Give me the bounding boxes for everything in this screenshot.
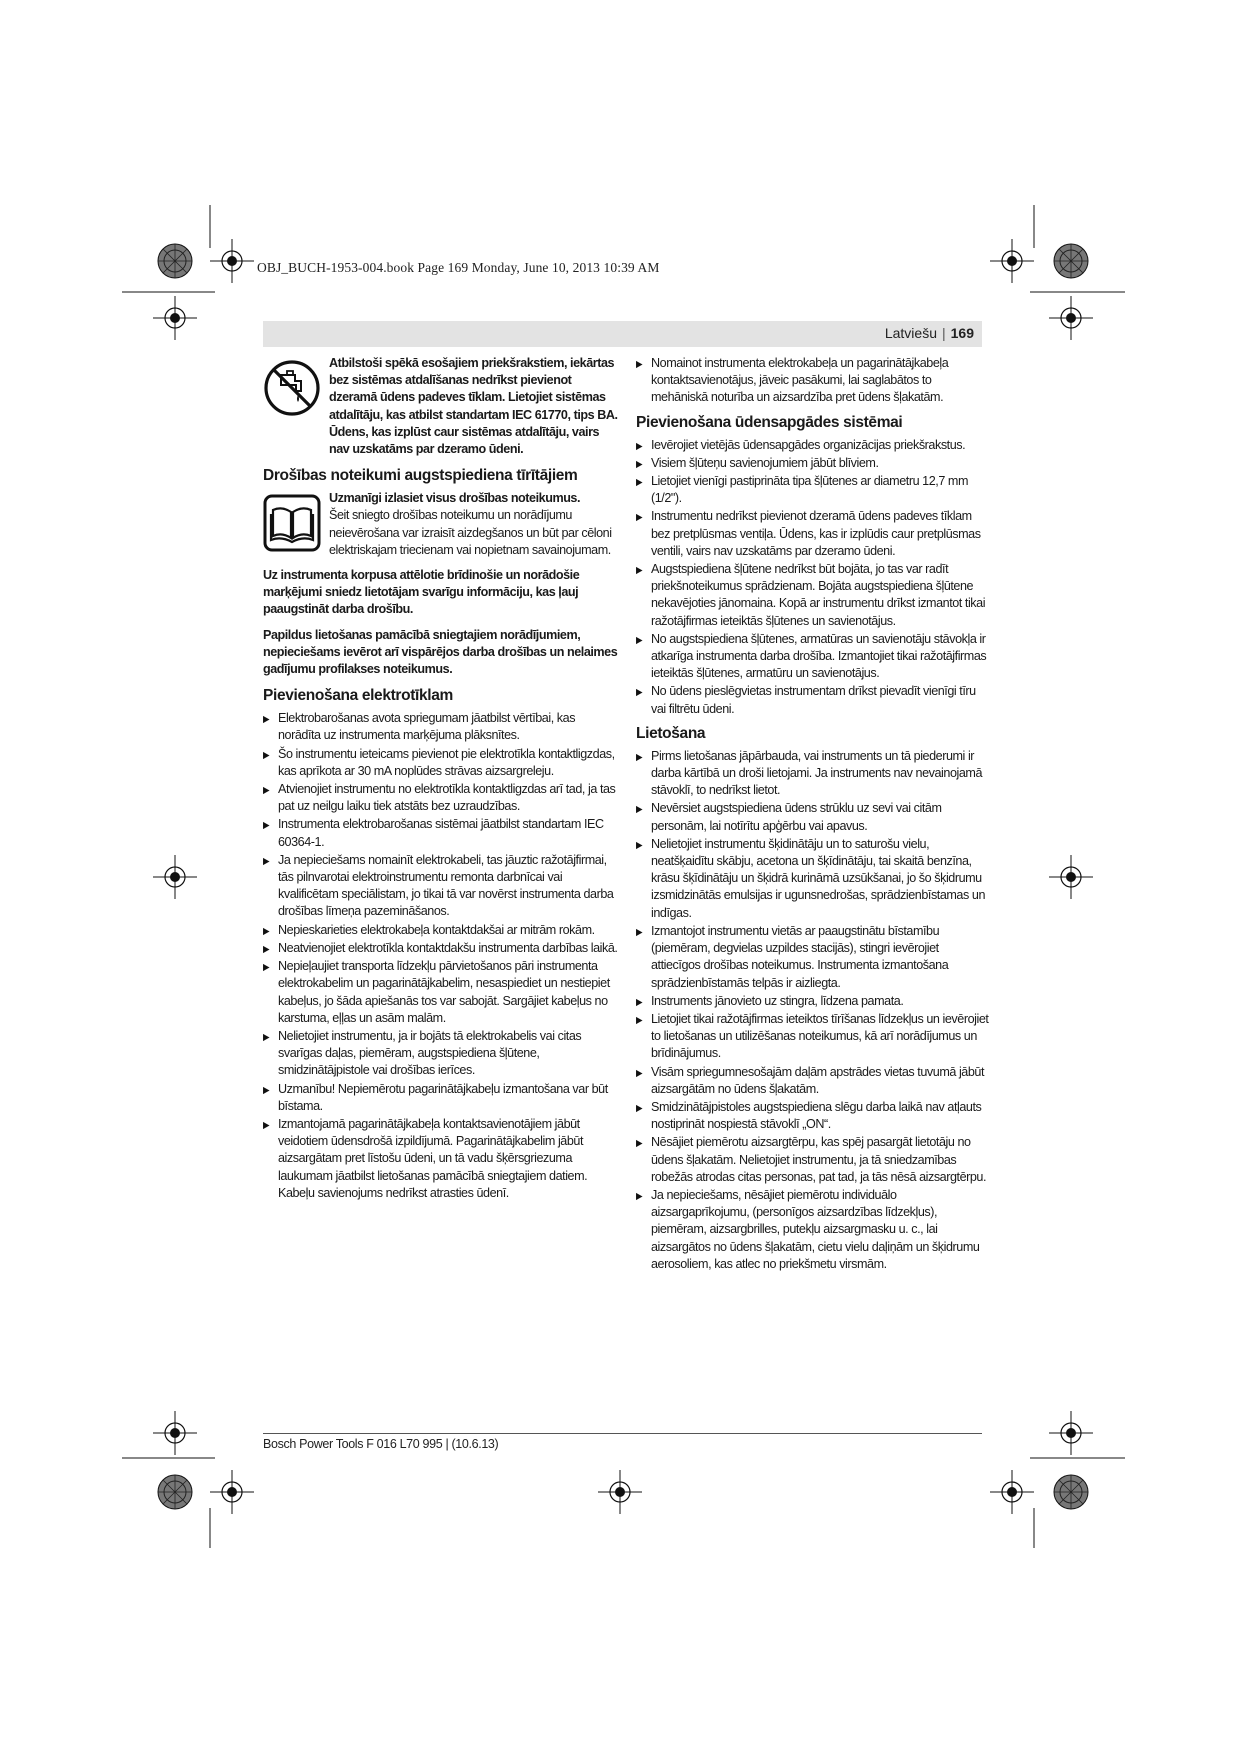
footer-rule	[263, 1433, 982, 1434]
read-manual-bold: Uzmanīgi izlasiet visus drošības noteikumus.	[329, 491, 581, 506]
general-safety-paragraph: Papildus lietošanas pamācībā sniegtajiem norādījumiem, nepieciešams ievērot arī vispārējos darba drošības un nelaimes gadījumu profilakses noteikumus.	[263, 627, 618, 677]
list-item: ▶ Nēsājiet piemērotu aizsargtērpu, kas spēj pasargāt lietotāju no ūdens šļakatām. Nelietojiet instrumentu, ja tā sniedzamības robežās atrodas citas personas, pat tad, ja tās nēsā aizsargtērpu.	[636, 1134, 991, 1186]
list-item: ▶ Smidzinātājpistoles augstspiediena slēgu darba laikā nav atļauts nostiprināt nospiestā stāvoklī „ON“.	[636, 1099, 991, 1133]
page-header	[263, 321, 982, 347]
list-item: ▶ Augstspiediena šļūtene nedrīkst būt bojāta, jo tas var radīt priekšnoteikumus sprādzienam. Bojāta augstspiediena šļūtene nekavējoties jānomaina. Kopā ar instrumentu drīkst izmantot tikai ražotājfirmas ieteiktās šļūtenes un savienotājus.	[636, 561, 991, 630]
water-list	[636, 437, 991, 718]
header-language: Latviešu	[884, 325, 937, 341]
electric-list	[263, 710, 618, 1202]
header-separator: |	[942, 325, 946, 341]
header-text	[885, 325, 974, 341]
read-manual-text	[329, 490, 618, 559]
no-drinking-water-warning	[263, 355, 618, 458]
list-item: ▶ No augstspiediena šļūtenes, armatūras un savienotāju stāvokļa ir atkarīga instrumenta darba drošība. Izmantojiet tikai ražotājfirmas ieteiktās šļūtenes, armatūru un savienotājus.	[636, 631, 991, 683]
usage-heading: Lietošana	[636, 724, 706, 742]
page-footer: Bosch Power Tools F 016 L70 995 | (10.6.13)	[263, 1437, 499, 1451]
page-number: 169	[950, 325, 974, 341]
list-item: ▶ Uzmanību! Nepiemērotu pagarinātājkabeļu izmantošana var būt bīstama.	[263, 1081, 618, 1115]
list-item: ▶ Instrumenta elektrobarošanas sistēmai jāatbilst standartam IEC 60364-1.	[263, 816, 618, 850]
list-item: ▶ Lietojiet tikai ražotājfirmas ieteiktos tīrīšanas līdzekļus un ievērojiet to lietošanas un utilizēšanas noteikumus, kā arī norādījumus un brīdinājumus.	[636, 1011, 991, 1063]
read-manual-icon	[263, 494, 321, 552]
no-drinking-water-icon	[263, 359, 321, 417]
connector-list	[636, 355, 991, 407]
safety-heading: Drošības noteikumi augstspiediena tīrītājiem	[263, 467, 578, 485]
list-item: ▶ Visām spriegumnesošajām daļām apstrādes vietas tuvumā jābūt aizsargātām no ūdens šļakatām.	[636, 1064, 991, 1098]
list-item: ▶ Lietojiet vienīgi pastiprināta tipa šļūtenes ar diametru 12,7 mm (1/2").	[636, 473, 991, 507]
list-item: ▶ Nepieskarieties elektrokabeļa kontaktdakšai ar mitrām rokām.	[263, 922, 618, 939]
list-item: ▶ Nelietojiet instrumentu, ja ir bojāts tā elektrokabelis vai citas svarīgas daļas, piemēram, augstspiediena šļūtene, smidzinātājpistole vai drošības ierīces.	[263, 1028, 618, 1080]
warning-labels-paragraph: Uz instrumenta korpusa attēlotie brīdinošie un norādošie marķējumi sniedz lietotājam svarīgu informāciju, kas ļauj paaugstināt darba drošību.	[263, 568, 580, 617]
list-item: ▶ Elektrobarošanas avota spriegumam jāatbilst vērtībai, kas norādīta uz instrumenta marķējuma plāksnītes.	[263, 710, 618, 744]
left-column	[263, 355, 618, 1208]
list-item: ▶ Instrumentu nedrīkst pievienot dzeramā ūdens padeves tīklam bez pretplūsmas ventiļa. Ūdens, kas ir izplūdis caur pretplūsmas ventili, vairs nav uzskatāms par dzeramo ūdeni.	[636, 508, 991, 560]
read-manual-body: Šeit sniegto drošības noteikumu un norādījumu neievērošana var izraisīt aizdegšanos un būt par cēloni elektriskajam triecienam vai nopietnam savainojumam.	[329, 508, 612, 557]
usage-list	[636, 748, 991, 1273]
list-item: ▶ Ja nepieciešams, nēsājiet piemērotu individuālo aizsargaprīkojumu, (personīgos aizsardzības līdzekļus), piemēram, aizsargbrilles, putekļu aizsargmasku u. c., lai aizsargātos no ūdens šļakatām, cietu vielu daļiņām un šķidrumu aerosoliem, kas atlec no priekšmetu virsmām.	[636, 1187, 991, 1273]
list-item: ▶ Neatvienojiet elektrotīkla kontaktdakšu instrumenta darbības laikā.	[263, 940, 618, 957]
read-manual-block	[263, 490, 618, 559]
list-item: ▶ Nelietojiet instrumentu šķidinātāju un to saturošu vielu, neatšķaidītu skābju, acetona un šķīdinātāju, tai skaitā benzīna, krāsu šķīdinātāju un šķidrā kurināmā uzsūkšanai, jo šo šķidrumu izsmidzinātās emulsijas ir ugunsnedrošas, sprādzienbīstamas un indīgas.	[636, 836, 991, 922]
electric-heading: Pievienošana elektrotīklam	[263, 687, 453, 705]
list-item: ▶ Šo instrumentu ieteicams pievienot pie elektrotīkla kontaktligzdas, kas aprīkota ar 30 mA noplūdes strāvas aizsargreleju.	[263, 746, 618, 780]
water-heading: Pievienošana ūdensapgādes sistēmai	[636, 413, 903, 431]
list-item: ▶ Nevērsiet augstspiediena ūdens strūklu uz sevi vai citām personām, lai notīrītu apģērbu vai apavus.	[636, 800, 991, 834]
list-item: ▶ Pirms lietošanas jāpārbauda, vai instruments un tā piederumi ir darba kārtībā un droši lietojami. Ja instruments nav nevainojamā stāvoklī, to nedrīkst lietot.	[636, 748, 991, 800]
list-item: ▶ Atvienojiet instrumentu no elektrotīkla kontaktligzdas arī tad, ja tas pat uz neilgu laiku tiek atstāts bez uzraudzības.	[263, 781, 618, 815]
list-item: ▶ Ja nepieciešams nomainīt elektrokabeli, tas jāuztic ražotājfirmai, tās pilnvarotai elektroinstrumentu remonta darbnīcai vai kvalificētam speciālistam, jo tikai tā var novērst instrumenta darba drošības līmeņa pazemināšanos.	[263, 852, 618, 921]
no-drinking-water-text: Atbilstoši spēkā esošajiem priekšrakstiem, iekārtas bez sistēmas atdalīšanas nedrīkst pievienot dzeramā ūdens padeves tīklam. Lietojiet sistēmas atdalītāju, kas atbilst standartam IEC 61770, tips BA. Ūdens, kas izplūst caur sistēmas atdalītāju, vairs nav uzskatāms par dzeramo ūdeni.	[329, 356, 618, 457]
list-item: ▶ Izmantojot instrumentu vietās ar paaugstinātu bīstamību (piemēram, degvielas uzpildes stacijās), stingri ievērojiet attiecīgos drošības noteikumus. Instrumenta izmantošana sprādzienbīstamās telpās ir aizliegta.	[636, 923, 991, 992]
list-item: ▶ Nomainot instrumenta elektrokabeļa un pagarinātājkabeļa kontaktsavienotājus, jāveic pasākumi, lai saglabātos to mehāniskā noturība un aizsardzība pret ūdens šļakatām.	[636, 355, 991, 407]
list-item: ▶ Nepieļaujiet transporta līdzekļu pārvietošanos pāri instrumenta elektrokabelim un pagarinātājkabelim, nesaspiediet un nestiepiet kabeļus, jo šāda apiešanās tos var sabojāt. Sargājiet kabeļus no karstuma, eļļas un asām malām.	[263, 958, 618, 1027]
right-column	[636, 355, 991, 1279]
list-item: ▶ Instruments jānovieto uz stingra, līdzena pamata.	[636, 993, 991, 1010]
list-item: ▶ Izmantojamā pagarinātājkabeļa kontaktsavienotājiem jābūt veidotiem ūdensdrošā izpildījumā. Pagarinātājkabelim jābūt aizsargātam pret līstošu ūdeni, un tā vadu šķērsgriezuma laukumam jāatbilst lietošanas pamācībā sniegtajiem datiem. Kabeļu savienojums nedrīkst atrasties ūdenī.	[263, 1116, 618, 1202]
printer-slug: OBJ_BUCH-1953-004.book Page 169 Monday, June 10, 2013 10:39 AM	[257, 260, 660, 275]
list-item: ▶ No ūdens pieslēgvietas instrumentam drīkst pievadīt vienīgi tīru vai filtrētu ūdeni.	[636, 683, 991, 717]
list-item: ▶ Ievērojiet vietējās ūdensapgādes organizācijas priekšrakstus.	[636, 437, 991, 454]
list-item: ▶ Visiem šļūteņu savienojumiem jābūt blīviem.	[636, 455, 991, 472]
